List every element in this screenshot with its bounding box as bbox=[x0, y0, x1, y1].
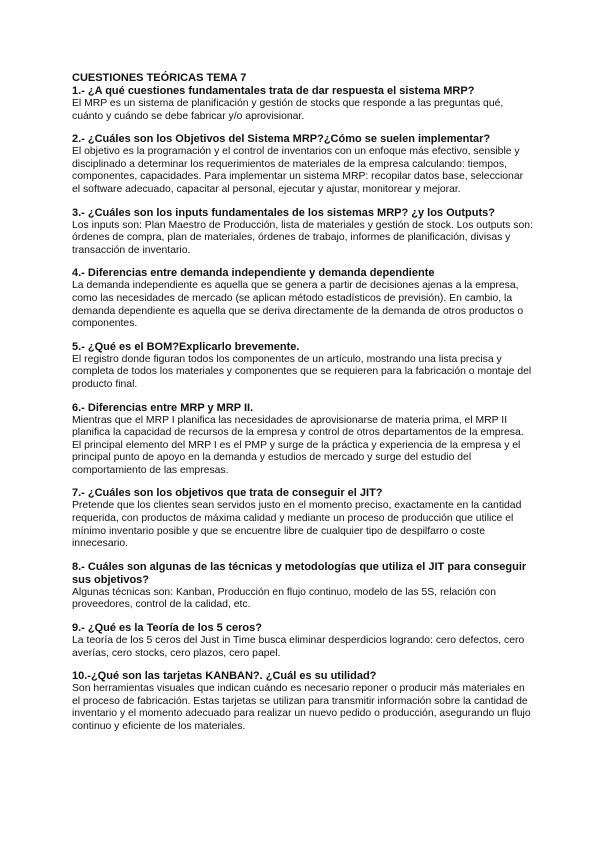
answer-text: El MRP es un sistema de planificación y gestión de stocks que responde a las preguntas qué, cuánto y cuándo se debe fabricar y/o aprovisionar. bbox=[72, 98, 504, 122]
answer-text: El registro donde figuran todos los componentes de un artículo, mostrando una lista precisa y completa de todos los materiales y componentes que se requieren para la fabricación o montaje del producto final. bbox=[72, 353, 532, 390]
question-heading: 4.- Diferencias entre demanda independiente y demanda dependiente bbox=[72, 267, 435, 280]
answer-text: Algunas técnicas son: Kanban, Producción en flujo continuo, modelo de las 5S, relación con proveedores, control de la calidad, etc. bbox=[72, 586, 496, 611]
question-heading: 9.- ¿Qué es la Teoría de los 5 ceros? bbox=[72, 622, 262, 635]
answer-text: Los inputs son: Plan Maestro de Producción, lista de materiales y gestión de stock. Los outputs son: órdenes de compra, plan de materiales, órdenes de trabajo, informes de planificación, divisas y transacción de inventario. bbox=[72, 219, 533, 256]
answer-text: La teoría de los 5 ceros del Just in Time busca eliminar desperdicios logrando: cero defectos, cero averías, cero stocks, cero plazos, cero papel. bbox=[72, 635, 525, 659]
question-heading: 7.- ¿Cuáles son los objetivos que trata de conseguir el JIT? bbox=[72, 487, 383, 500]
question-block-2 bbox=[72, 133, 534, 196]
question-block-9 bbox=[72, 622, 534, 660]
question-heading: 8.- Cuáles son algunas de las técnicas y metodologías que utiliza el JIT para conseguir sus objetivos? bbox=[72, 560, 527, 586]
question-heading: 6.- Diferencias entre MRP y MRP II. bbox=[72, 401, 254, 414]
question-heading: 10.-¿Qué son las tarjetas KANBAN?. ¿Cuál es su utilidad? bbox=[72, 670, 377, 683]
answer-text: El objetivo es la programación y el control de inventarios con un enfoque más efectivo, sensible y disciplinado a determinar los requerimientos de materiales de la empresa calculando: tiempos, componentes, capacidades. Para implementar un sistema MRP: recopilar datos base, seleccionar el software adecuado, capacitar al personal, ejecutar y ajustar, monitorear y mejorar. bbox=[72, 146, 524, 195]
question-block-6 bbox=[72, 402, 534, 478]
answer-text: Son herramientas visuales que indican cuándo es necesario reponer o producir más materiales en el proceso de fabricación. Estas tarjetas se utilizan para transmitir información sobre la cantidad de inventario y el momento adecuado para realizar un nuevo pedido o producción, asegurando un flujo continuo y eficiente de los materiales. bbox=[72, 683, 531, 732]
question-heading: 2.- ¿Cuáles son los Objetivos del Sistema MRP?¿Cómo se suelen implementar? bbox=[72, 133, 491, 146]
question-block-10 bbox=[72, 670, 534, 733]
question-block-8 bbox=[72, 561, 534, 612]
question-block-5 bbox=[72, 341, 534, 392]
question-block-7 bbox=[72, 487, 534, 550]
answer-text: Mientras que el MRP I planifica las necesidades de aprovisionarse de materia prima, el MRP II planifica la capacidad de recursos de la empresa y control de otros departamentos de la empresa. El principal elemento del MRP I es el PMP y surge de la práctica y experiencia de la empresa y el principal punto de apoyo en la demanda y estudios de mercado y surge del estudio del comportamiento de las empresas. bbox=[72, 414, 524, 476]
document-title: CUESTIONES TEÓRICAS TEMA 7 bbox=[72, 72, 247, 84]
question-block-3 bbox=[72, 207, 534, 258]
question-heading: 5.- ¿Qué es el BOM?Explicarlo brevemente. bbox=[72, 340, 300, 353]
question-block-4 bbox=[72, 267, 534, 330]
answer-text: Pretende que los clientes sean servidos justo en el momento preciso, exactamente en la cantidad requerida, con productos de máxima calidad y mediante un proceso de producción que utilice el mínimo inventario posible y que se encuentre libre de cualquier tipo de despilfarro o coste innecesario. bbox=[72, 500, 522, 550]
question-heading: 1.- ¿A qué cuestiones fundamentales trata de dar respuesta el sistema MRP? bbox=[72, 85, 475, 97]
answer-text: La demanda independiente es aquella que se genera a partir de decisiones ajenas a la empresa, como las necesidades de mercado (se aplican método estadísticos de previsión). En cambio, la demanda dependiente es aquella que se deriva directamente de la demanda de otros productos o componentes. bbox=[72, 280, 524, 330]
document-page bbox=[72, 72, 534, 744]
question-heading: 3.- ¿Cuáles son los inputs fundamentales de los sistemas MRP? ¿y los Outputs? bbox=[72, 206, 495, 219]
question-block-1 bbox=[72, 85, 534, 123]
